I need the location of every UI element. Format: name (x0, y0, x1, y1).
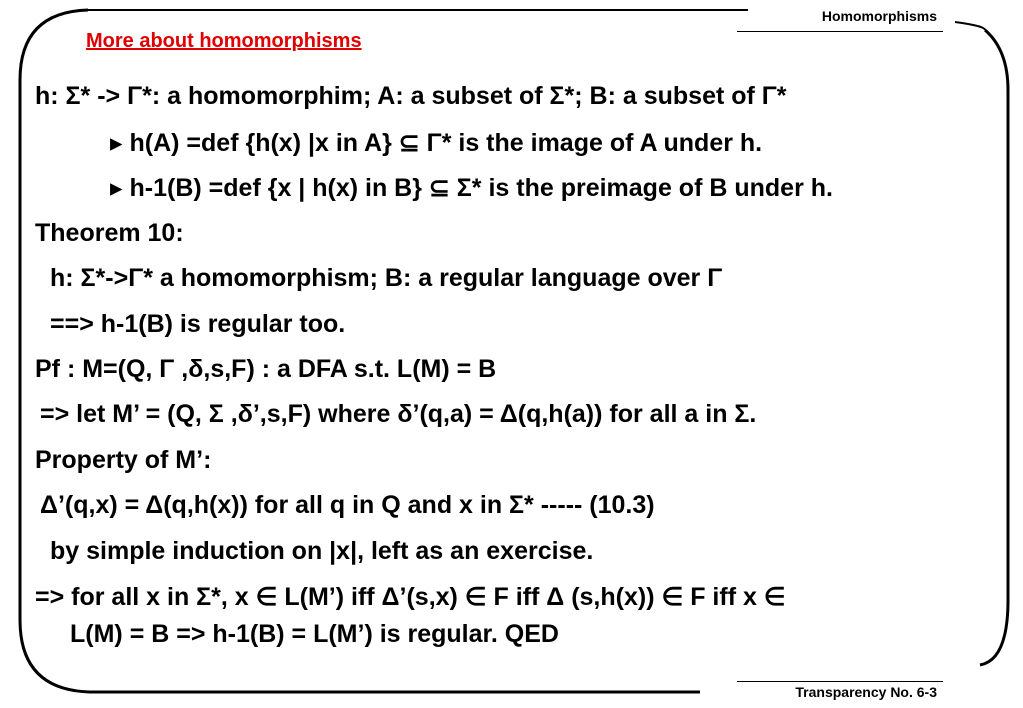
image-definition-text: h(A) =def {h(x) |x in A} ⊆ Γ* is the image of A under h. (129, 129, 763, 157)
section-header: Homomorphisms (821, 8, 937, 24)
footer-rule (737, 681, 943, 682)
definition-text: h: Σ* -> Γ*: a homomorphim; A: a subset of Σ*; B: a subset of Γ* (35, 82, 787, 110)
bullet-icon: ▸ (110, 128, 123, 157)
bullet-icon: ▸ (110, 173, 123, 202)
definition-line (35, 82, 787, 111)
preimage-definition-text: h-1(B) =def {x | h(x) in B} ⊆ Σ* is the preimage of B under h. (129, 174, 833, 202)
header-rule (737, 31, 943, 32)
conclusion-line-2: L(M) = B => h-1(B) = L(M’) is regular. QED (70, 620, 559, 648)
property-equation: Δ’(q,x) = Δ(q,h(x)) for all q in Q and x in Σ* ----- (10.3) (40, 491, 655, 519)
induction-note: by simple induction on |x|, left as an exercise. (50, 537, 594, 565)
image-definition-line (110, 128, 762, 158)
theorem-heading: Theorem 10: (35, 219, 184, 247)
property-heading: Property of M’: (35, 446, 212, 474)
theorem-conclusion: ==> h-1(B) is regular too. (50, 310, 346, 338)
proof-line-1: Pf : M=(Q, Γ ,δ,s,F) : a DFA s.t. L(M) = B (35, 355, 497, 383)
conclusion-line-1: => for all x in Σ*, x ∈ L(M’) iff Δ’(s,x) ∈ F iff Δ (s,h(x)) ∈ F iff x ∈ (35, 583, 786, 611)
slide-title: More about homomorphisms (86, 30, 362, 52)
preimage-definition-line (110, 173, 833, 203)
proof-line-2: => let M’ = (Q, Σ ,δ’,s,F) where δ’(q,a) = Δ(q,h(a)) for all a in Σ. (40, 400, 757, 428)
theorem-statement: h: Σ*->Γ* a homomorphism; B: a regular language over Γ (50, 264, 723, 292)
footer-label: Transparency No. 6-3 (795, 684, 937, 700)
